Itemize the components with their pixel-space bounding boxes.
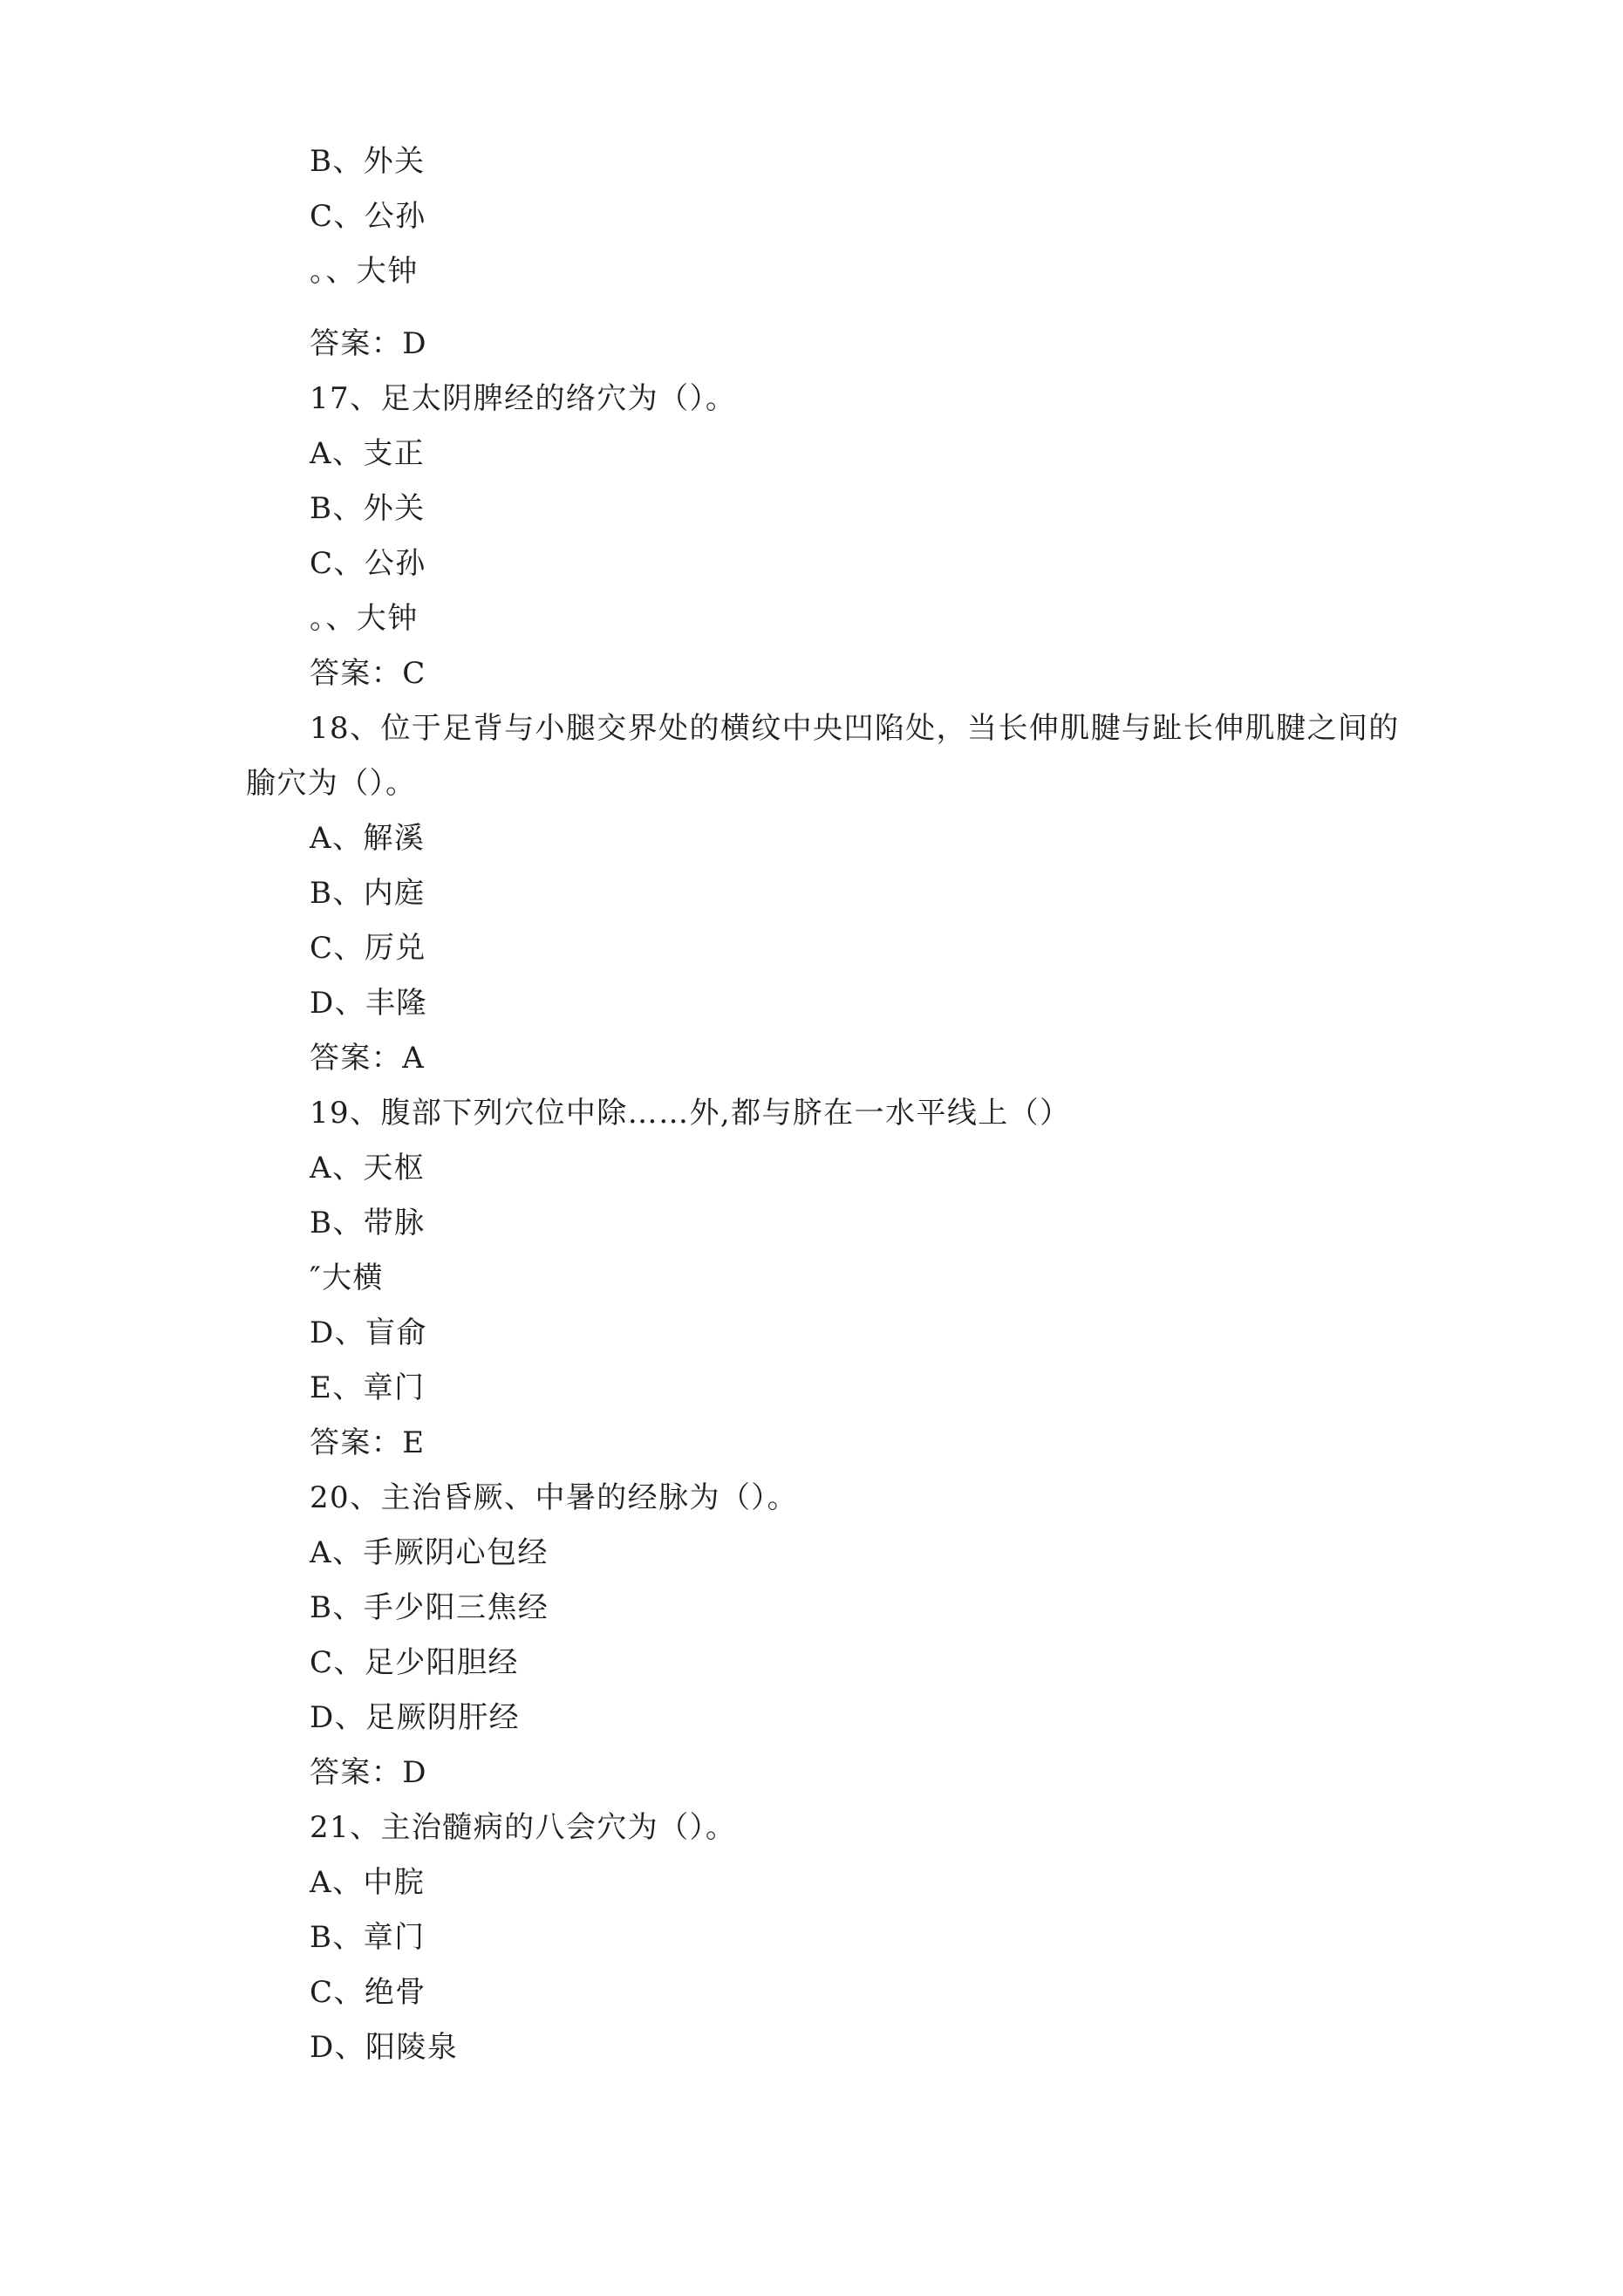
question-stem: 17、足太阴脾经的络穴为（）。 [310, 381, 737, 416]
option-item: 。、大钟 [310, 601, 419, 636]
option-item: E、章门 [310, 1370, 426, 1405]
option-item: D、丰隆 [310, 986, 427, 1021]
option-item: B、带脉 [310, 1206, 426, 1240]
option-item: C、公孙 [310, 199, 426, 234]
option-item: B、内庭 [310, 876, 426, 911]
question-block [0, 1086, 1623, 1471]
question-block [0, 372, 1623, 701]
question-stem: 19、腹部下列穴位中除……外,都与脐在一水平线上（） [310, 1096, 1071, 1131]
answer-line: 答案：D [310, 1755, 427, 1790]
option-item: B、外关 [310, 491, 426, 526]
option-item: C、绝骨 [310, 1975, 426, 2010]
question-stem: 21、主治髓病的八会穴为（）。 [310, 1810, 737, 1845]
option-item: B、外关 [310, 144, 426, 179]
question-stem: 20、主治昏厥、中暑的经脉为（）。 [310, 1480, 799, 1515]
option-item: D、阳陵泉 [310, 2030, 459, 2065]
option-item: 。、大钟 [310, 254, 419, 289]
option-item: B、手少阳三焦经 [310, 1590, 549, 1625]
option-item: A、手厥阴心包经 [310, 1535, 549, 1570]
option-item: ″大横 [310, 1261, 384, 1295]
option-item: A、天枢 [310, 1151, 426, 1186]
option-item: A、中脘 [310, 1865, 426, 1900]
answer-line: 答案：A [310, 1041, 426, 1076]
question-stem-continuation: 腧穴为（）。 [246, 766, 417, 801]
question-block [0, 1471, 1623, 1801]
question-fragment [0, 134, 1623, 372]
option-item: D、盲俞 [310, 1315, 427, 1350]
question-block [0, 1801, 1623, 2075]
document-page [0, 134, 1623, 2075]
option-item: C、厉兑 [310, 931, 426, 966]
option-item: C、足少阳胆经 [310, 1645, 519, 1680]
answer-line: 答案：E [310, 1425, 426, 1460]
option-item: D、足厥阴肝经 [310, 1700, 521, 1735]
option-item: A、解溪 [310, 821, 426, 856]
option-item: A、支正 [310, 436, 426, 471]
question-block [0, 701, 1623, 1086]
option-item: B、章门 [310, 1920, 426, 1955]
answer-line: 答案：D [310, 326, 427, 361]
answer-line: 答案：C [310, 656, 426, 691]
option-item: C、公孙 [310, 546, 426, 581]
question-stem: 18、位于足背与小腿交界处的横纹中央凹陷处，当长伸肌腱与趾长伸肌腱之间的 [310, 711, 1400, 746]
